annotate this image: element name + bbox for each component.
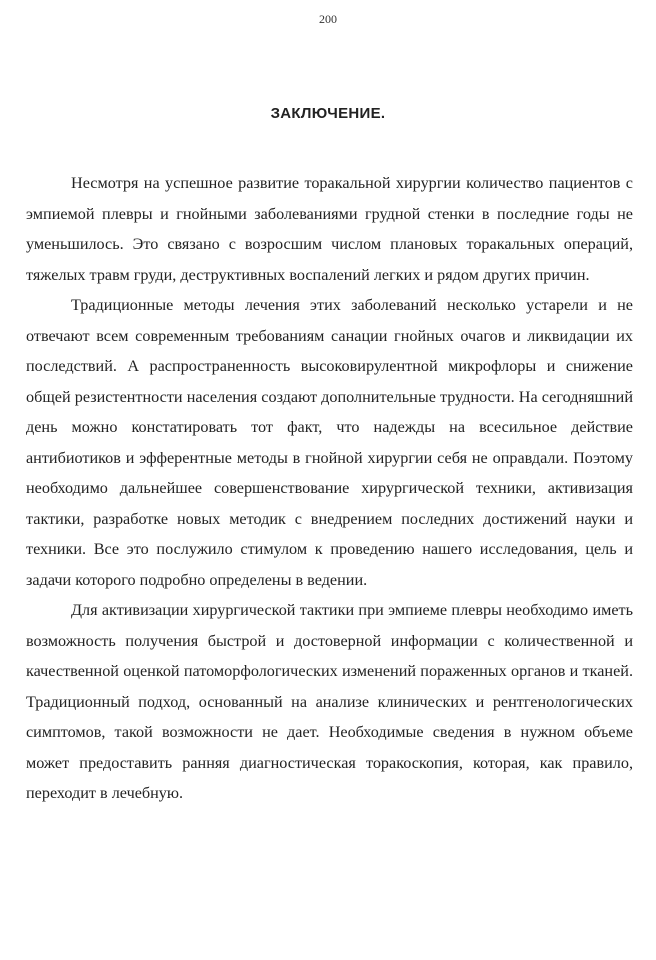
section-heading: ЗАКЛЮЧЕНИЕ. [270,105,386,122]
page-number: 200 [319,12,337,26]
paragraph-2: Традиционные методы лечения этих заболеваний несколько устарели и не отвечают всем современным требованиям санации гнойных очагов и ликвидации их последствий. А распространенность высоковирулентной микрофлоры и снижение общей резистентности населения создают дополнительные трудности. На сегодняшний день можно констатировать тот факт, что надежды на всесильное действие антибиотиков и эфферентные методы в гнойной хирургии себя не оправдали. Поэтому необходимо дальнейшее совершенствование хирургической техники, активизация тактики, разработке новых методик с внедрением последних достижений науки и техники. Все это послужило стимулом к проведению нашего исследования, цель и задачи которого подробно определены в ведении. [26,296,633,589]
body-text [26,168,633,809]
paragraph-3: Для активизации хирургической тактики при эмпиеме плевры необходимо иметь возможность получения быстрой и достоверной информации с количественной и качественной оценкой патоморфологических изменений пораженных органов и тканей. Традиционный подход, основанный на анализе клинических и рентгенологических симптомов, такой возможности не дает. Необходимые сведения в нужном объеме может предоставить ранняя диагностическая торакоскопия, которая, как правило, переходит в лечебную. [26,601,633,802]
paragraph-1: Несмотря на успешное развитие торакальной хирургии количество пациентов с эмпиемой плевры и гнойными заболеваниями грудной стенки в последние годы не уменьшилось. Это связано с возросшим числом плановых торакальных операций, тяжелых травм груди, деструктивных воспалений легких и рядом других причин. [26,174,633,284]
